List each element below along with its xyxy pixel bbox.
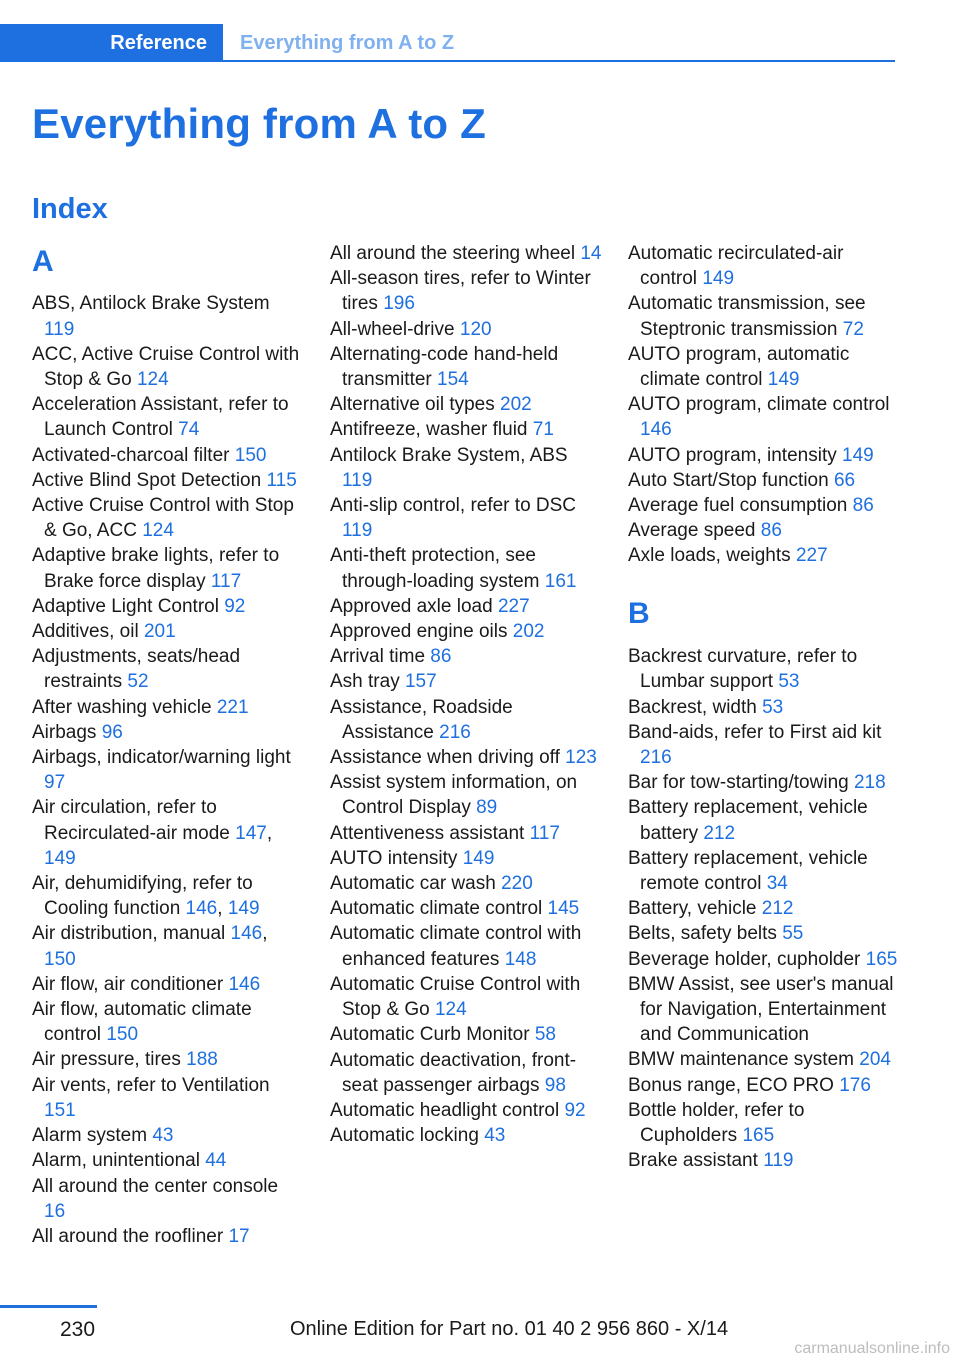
index-entry bbox=[628, 291, 900, 341]
index-entry bbox=[628, 644, 900, 694]
index-entry bbox=[628, 947, 900, 972]
index-entry-text: Automatic deactivation, front-seat passenger airbags bbox=[330, 1049, 577, 1096]
page-reference-link[interactable]: 86 bbox=[760, 520, 782, 542]
index-entry bbox=[628, 1047, 900, 1072]
index-entry bbox=[32, 291, 304, 341]
index-entry-text: Assistance when driving off bbox=[330, 747, 560, 769]
index-entry bbox=[32, 745, 304, 795]
index-entry-text: All around the roofliner bbox=[32, 1225, 224, 1247]
index-entry-text: Automatic car wash bbox=[330, 873, 496, 895]
index-entry bbox=[628, 468, 900, 493]
index-entry bbox=[330, 266, 602, 316]
index-entry bbox=[330, 871, 602, 896]
index-entry-text: AUTO intensity bbox=[330, 847, 458, 869]
index-entry: Air circulation, refer to Recirculated-air mode 147, 149 bbox=[32, 797, 273, 869]
page-reference-link[interactable]: 124 bbox=[434, 999, 467, 1021]
index-entry-text: Adjustments, seats/head restraints bbox=[32, 646, 241, 693]
index-entry bbox=[628, 846, 900, 896]
index-entry bbox=[32, 543, 304, 593]
index-entry bbox=[330, 594, 602, 619]
index-entry-text: ABS, Antilock Brake System bbox=[32, 293, 270, 315]
index-entry-text: Automatic climate control with enhanced features bbox=[330, 923, 582, 970]
page-reference-link[interactable]: 16 bbox=[44, 1200, 66, 1222]
index-entry-text: Automatic climate control bbox=[330, 898, 543, 920]
index-entry bbox=[32, 392, 304, 442]
index-entry-text: Anti-slip control, refer to DSC bbox=[330, 495, 577, 517]
page-reference-link[interactable]: 66 bbox=[833, 469, 856, 491]
index-entry bbox=[628, 493, 900, 518]
index-entry bbox=[330, 972, 602, 1022]
index-entry bbox=[32, 972, 304, 997]
index-entry bbox=[32, 443, 304, 468]
page-reference-link[interactable]: 92 bbox=[564, 1099, 586, 1121]
page-reference-link[interactable]: 146 bbox=[228, 973, 261, 995]
index-entry-text: BMW maintenance system bbox=[628, 1049, 854, 1071]
index-entry-text: Air flow, automatic climate control bbox=[32, 999, 252, 1046]
index-entry bbox=[32, 468, 304, 493]
running-header bbox=[0, 24, 895, 62]
index-entry-text: Bottle holder, refer to Cupholders bbox=[628, 1099, 805, 1147]
index-entry-text: Automatic headlight control bbox=[330, 1099, 560, 1121]
index-entry-text: Anti-theft protection, see through-loading system bbox=[330, 545, 540, 592]
page-reference-link[interactable]: 212 bbox=[761, 898, 794, 920]
page-reference-link[interactable]: 220 bbox=[501, 873, 533, 895]
index-column-2 bbox=[330, 241, 602, 1148]
index-entry bbox=[330, 669, 602, 694]
page-reference-link[interactable]: 149 bbox=[842, 444, 874, 466]
index-column-3 bbox=[628, 241, 900, 1174]
index-entry: Air, dehumidifying, refer to Cooling function 146, 149 bbox=[32, 873, 260, 920]
index-entry bbox=[628, 972, 900, 1048]
index-entry-text: Belts, safety belts bbox=[628, 923, 777, 945]
page-reference-link[interactable]: 34 bbox=[766, 873, 788, 895]
index-entry bbox=[628, 392, 900, 442]
index-entry bbox=[628, 1148, 900, 1173]
page-reference-link[interactable]: 53 bbox=[778, 671, 800, 693]
index-entry-text: All around the steering wheel bbox=[330, 243, 576, 264]
index-entry bbox=[330, 417, 602, 442]
page-reference-link[interactable]: 150 bbox=[106, 1024, 139, 1046]
page-reference-link[interactable]: 146 bbox=[185, 898, 218, 920]
index-entry bbox=[32, 1123, 304, 1148]
index-entry-text: Battery, vehicle bbox=[628, 898, 757, 920]
index-entry-text: Alarm, unintentional bbox=[32, 1150, 200, 1172]
index-entry-text: Alternative oil types bbox=[330, 394, 495, 416]
page-reference-link[interactable]: 227 bbox=[795, 545, 828, 567]
index-entry bbox=[32, 695, 304, 720]
index-entry bbox=[628, 443, 900, 468]
page-reference-link[interactable]: 196 bbox=[383, 293, 415, 315]
index-entry bbox=[32, 1174, 304, 1224]
index-entry bbox=[628, 241, 900, 291]
page-reference-link[interactable]: 86 bbox=[430, 646, 452, 668]
index-entry bbox=[330, 1098, 602, 1123]
index-entry bbox=[330, 543, 602, 593]
index-entry bbox=[330, 846, 602, 871]
index-heading: Index bbox=[32, 193, 108, 225]
page-reference-link[interactable]: 17 bbox=[228, 1225, 250, 1247]
page-reference-link[interactable]: 218 bbox=[853, 772, 886, 794]
page-reference-link[interactable]: 149 bbox=[227, 898, 260, 920]
page-reference-link[interactable]: 216 bbox=[439, 721, 471, 743]
page-reference-link[interactable]: 55 bbox=[782, 923, 804, 945]
page-reference-link[interactable]: 74 bbox=[178, 419, 200, 441]
page-reference-link[interactable]: 148 bbox=[504, 948, 537, 970]
index-entry-text: Ash tray bbox=[330, 671, 400, 693]
index-entry-text: Alternating-code hand-held transmitter bbox=[330, 343, 559, 391]
index-entry-text: Battery replacement, vehicle remote control bbox=[628, 847, 868, 895]
index-entry bbox=[32, 997, 304, 1047]
index-entry-text: Air vents, refer to Ventilation bbox=[32, 1074, 270, 1096]
page-reference-link[interactable]: 202 bbox=[512, 621, 545, 643]
page-reference-link[interactable]: 154 bbox=[437, 369, 469, 391]
index-entry-text: All-season tires, refer to Winter tires bbox=[330, 268, 591, 315]
index-entry bbox=[628, 543, 900, 568]
header-section-tab: Reference bbox=[0, 24, 223, 62]
index-entry bbox=[330, 392, 602, 417]
index-entry bbox=[32, 1073, 304, 1123]
index-entry-text: All-wheel-drive bbox=[330, 318, 455, 340]
index-entry-text: Average fuel consumption bbox=[628, 495, 848, 517]
page-reference-link[interactable]: 145 bbox=[547, 898, 580, 920]
footer-rule bbox=[0, 1305, 97, 1308]
index-entry bbox=[628, 342, 900, 392]
index-entry-text: Active Blind Spot Detection bbox=[32, 469, 262, 491]
page-reference-link[interactable]: 146 bbox=[230, 923, 263, 945]
index-entry-text: Average speed bbox=[628, 520, 756, 542]
page-reference-link[interactable]: 72 bbox=[842, 318, 864, 340]
page-reference-link[interactable]: 119 bbox=[763, 1150, 794, 1172]
index-entry bbox=[330, 896, 602, 921]
index-letter-heading: A bbox=[32, 245, 54, 278]
page-reference-link[interactable]: 227 bbox=[497, 595, 530, 617]
index-entry bbox=[628, 720, 900, 770]
page-reference-link[interactable]: 176 bbox=[839, 1074, 871, 1096]
index-entry-text: Acceleration Assistant, refer to Launch Control bbox=[32, 394, 289, 441]
index-entry-text: ACC, Active Cruise Control with Stop & Go bbox=[32, 343, 300, 390]
page-reference-link[interactable]: 188 bbox=[186, 1049, 218, 1071]
index-entry bbox=[32, 1224, 304, 1249]
page-reference-link[interactable]: 146 bbox=[640, 419, 672, 441]
index-entry bbox=[628, 896, 900, 921]
page-reference-link[interactable]: 151 bbox=[44, 1099, 76, 1121]
index-entry-text: Automatic locking bbox=[330, 1125, 479, 1147]
index-entry bbox=[32, 493, 304, 543]
index-entry-text: Band-aids, refer to First aid kit bbox=[628, 721, 882, 743]
page-reference-link[interactable]: 97 bbox=[44, 772, 66, 794]
index-entry-text: After washing vehicle bbox=[32, 696, 212, 718]
page-reference-link[interactable]: 119 bbox=[44, 318, 75, 340]
index-entry bbox=[330, 695, 602, 745]
page-title: Everything from A to Z bbox=[32, 100, 486, 147]
page-reference-link[interactable]: 149 bbox=[462, 847, 495, 869]
index-entry bbox=[32, 342, 304, 392]
index-entry-text: AUTO program, climate control bbox=[628, 394, 890, 416]
page-reference-link[interactable]: 89 bbox=[476, 797, 498, 819]
index-entry-text: Approved axle load bbox=[330, 595, 493, 617]
index-entry-text: Airbags bbox=[32, 721, 97, 743]
page-reference-link[interactable]: 86 bbox=[852, 495, 874, 517]
index-entry bbox=[330, 342, 602, 392]
index-entry-text: Axle loads, weights bbox=[628, 545, 791, 567]
page-reference-link[interactable]: 150 bbox=[234, 444, 267, 466]
index-entry-text: Airbags, indicator/warning light bbox=[32, 747, 291, 769]
page-reference-link[interactable]: 149 bbox=[44, 847, 76, 869]
index-letter-heading: B bbox=[628, 596, 650, 630]
page-reference-link[interactable]: 149 bbox=[702, 268, 735, 290]
index-entry-text: Bar for tow-starting/towing bbox=[628, 772, 849, 794]
index-entry bbox=[330, 241, 602, 266]
page-reference-link[interactable]: 44 bbox=[205, 1150, 227, 1172]
index-entry bbox=[628, 921, 900, 946]
page-reference-link[interactable]: 149 bbox=[767, 369, 800, 391]
page-reference-link[interactable]: 157 bbox=[404, 671, 437, 693]
index-entry bbox=[330, 317, 602, 342]
page-reference-link[interactable]: 14 bbox=[580, 243, 602, 264]
index-entry-text: Air circulation, refer to Recirculated-air mode bbox=[32, 797, 230, 844]
page-reference-link[interactable]: 124 bbox=[142, 520, 174, 542]
page-reference-link[interactable]: 98 bbox=[544, 1074, 566, 1096]
page-reference-link[interactable]: 150 bbox=[44, 948, 76, 970]
page-reference-link[interactable]: 43 bbox=[152, 1125, 174, 1147]
index-entry bbox=[330, 821, 602, 846]
index-entry-text: Backrest, width bbox=[628, 696, 757, 718]
index-entry bbox=[628, 770, 900, 795]
index-entry-text: Automatic recirculated-air control bbox=[628, 243, 844, 290]
index-entry-text: Arrival time bbox=[330, 646, 426, 668]
index-entry-text: Active Cruise Control with Stop & Go, ACC bbox=[32, 495, 294, 542]
index-entry-text: Additives, oil bbox=[32, 621, 139, 643]
index-entry bbox=[330, 1048, 602, 1098]
index-entry-text: AUTO program, automatic climate control bbox=[628, 343, 850, 391]
index-entry bbox=[32, 619, 304, 644]
index-entry bbox=[330, 493, 602, 543]
page-reference-link[interactable]: 161 bbox=[544, 570, 577, 592]
page-reference-link[interactable]: 58 bbox=[534, 1024, 556, 1046]
index-entry bbox=[32, 720, 304, 745]
page-reference-link[interactable]: 201 bbox=[143, 621, 176, 643]
index-entry-text: Antilock Brake System, ABS bbox=[330, 444, 568, 466]
index-entry-text: Automatic transmission, see Steptronic transmission bbox=[628, 293, 866, 340]
index-entry-text: Air flow, air conditioner bbox=[32, 973, 224, 995]
index-entry bbox=[628, 1098, 900, 1148]
index-entry-text: Approved engine oils bbox=[330, 621, 508, 643]
page-reference-link[interactable]: 147 bbox=[235, 822, 267, 844]
page-reference-link[interactable]: 43 bbox=[484, 1125, 506, 1147]
page-reference-link[interactable]: 165 bbox=[742, 1125, 775, 1147]
index-entry-text: Air, dehumidifying, refer to Cooling function bbox=[32, 873, 253, 920]
index-entry-text: Auto Start/Stop function bbox=[628, 469, 829, 491]
index-entry bbox=[32, 644, 304, 694]
index-entry-text: Air distribution, manual bbox=[32, 923, 226, 945]
index-entry bbox=[628, 518, 900, 543]
index-entry bbox=[32, 1148, 304, 1173]
index-entry-text: Adaptive brake lights, refer to Brake force display bbox=[32, 545, 280, 592]
page-reference-link[interactable]: 96 bbox=[101, 721, 123, 743]
page-reference-link[interactable]: 92 bbox=[224, 595, 246, 617]
index-entry: Air distribution, manual 146, 150 bbox=[32, 923, 268, 970]
index-entry-text: Beverage holder, cupholder bbox=[628, 948, 861, 970]
index-entry-text: BMW Assist, see user's manual for Navigation, Entertainment and Communication bbox=[628, 973, 894, 1046]
index-entry bbox=[330, 644, 602, 669]
page-reference-link[interactable]: 53 bbox=[762, 696, 784, 718]
index-entry bbox=[32, 594, 304, 619]
index-entry bbox=[330, 1123, 602, 1148]
page-reference-link[interactable]: 52 bbox=[127, 671, 149, 693]
index-entry bbox=[628, 795, 900, 845]
page-reference-link[interactable]: 117 bbox=[529, 822, 560, 844]
index-entry-text: Automatic Curb Monitor bbox=[330, 1024, 530, 1046]
index-entry-text: Attentiveness assistant bbox=[330, 822, 525, 844]
page-reference-link[interactable]: 216 bbox=[640, 747, 672, 769]
page-reference-link[interactable]: 117 bbox=[210, 570, 242, 592]
page-reference-link[interactable]: 202 bbox=[500, 394, 532, 416]
index-entry bbox=[330, 1022, 602, 1047]
index-entry-text: Activated-charcoal filter bbox=[32, 444, 230, 466]
page-reference-link[interactable]: 120 bbox=[459, 318, 492, 340]
page-number: 230 bbox=[60, 1318, 96, 1341]
index-entry bbox=[628, 695, 900, 720]
edition-note: Online Edition for Part no. 01 40 2 956 860 - X/14 bbox=[290, 1318, 729, 1340]
index-entry-text: Battery replacement, vehicle battery bbox=[628, 797, 868, 844]
page-reference-link[interactable]: 119 bbox=[342, 469, 373, 491]
index-entry-text: Backrest curvature, refer to Lumbar support bbox=[628, 646, 858, 693]
page-reference-link[interactable]: 124 bbox=[136, 369, 169, 390]
index-entry-text: Bonus range, ECO PRO bbox=[628, 1074, 834, 1096]
index-entry-text: Adaptive Light Control bbox=[32, 595, 219, 617]
index-entry bbox=[330, 745, 602, 770]
index-entry-text: Brake assistant bbox=[628, 1150, 758, 1172]
index-entry bbox=[330, 770, 602, 820]
page-reference-link[interactable]: 204 bbox=[859, 1049, 891, 1071]
index-entry-text: AUTO program, intensity bbox=[628, 444, 837, 466]
index-entry-text: Antifreeze, washer fluid bbox=[330, 419, 528, 441]
index-entry bbox=[330, 443, 602, 493]
index-entry-text: Alarm system bbox=[32, 1125, 148, 1147]
index-entry-text: Assistance, Roadside Assistance bbox=[330, 696, 513, 743]
index-entry-text: All around the center console bbox=[32, 1175, 279, 1197]
page-reference-link[interactable]: 71 bbox=[532, 419, 554, 441]
header-rule bbox=[223, 60, 895, 62]
index-entry-text: Assist system information, on Control Display bbox=[330, 772, 578, 819]
page-reference-link[interactable]: 123 bbox=[565, 747, 597, 769]
page-reference-link[interactable]: 212 bbox=[703, 822, 736, 844]
index-entry bbox=[330, 921, 602, 971]
index-entry-text: Automatic Cruise Control with Stop & Go bbox=[330, 973, 581, 1021]
index-entry bbox=[628, 1073, 900, 1098]
page-reference-link[interactable]: 115 bbox=[266, 469, 297, 491]
page-reference-link[interactable]: 119 bbox=[342, 520, 373, 542]
index-entry bbox=[32, 1047, 304, 1072]
header-chapter-title: Everything from A to Z bbox=[240, 32, 455, 54]
index-entry-text: Air pressure, tires bbox=[32, 1049, 181, 1071]
index-entry bbox=[330, 619, 602, 644]
page-reference-link[interactable]: 165 bbox=[865, 948, 898, 970]
page-reference-link[interactable]: 221 bbox=[216, 696, 249, 718]
index-column-1 bbox=[32, 241, 304, 1249]
watermark: carmanualsonline.info bbox=[794, 1340, 950, 1357]
